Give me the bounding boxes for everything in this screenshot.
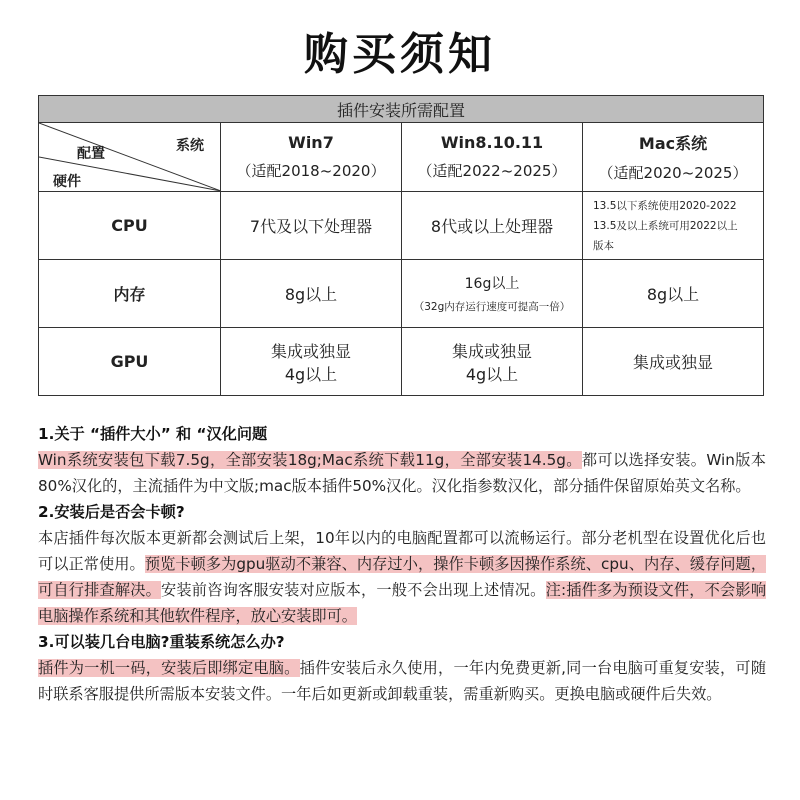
- highlight-text: 预览卡顿多为gpu驱动不兼容、内存过小，操作卡顿多因操作系统、cpu、内存、缓存问题，可自行排查解决。: [38, 555, 767, 599]
- cell-cpu-mac: [583, 192, 764, 260]
- os-header-win8: [402, 123, 583, 192]
- gpu-line: 集成或独显: [270, 341, 351, 361]
- cell-gpu-mac: 集成或独显: [583, 328, 764, 396]
- cell-ram-mac: 8g以上: [583, 260, 764, 328]
- faq-question-2: 2.安装后是否会卡顿?: [38, 503, 185, 521]
- highlight-text: 插件为一机一码，安装后即绑定电脑。: [38, 659, 300, 677]
- cell-cpu-win8: 8代或以上处理器: [402, 192, 583, 260]
- os-header-row: [39, 123, 764, 192]
- page-title: 购买须知: [304, 29, 496, 80]
- os-range: （适配2018~2020）: [236, 162, 386, 180]
- corner-system-label: 系统: [176, 138, 204, 154]
- answer-text: 本店插件每次版本更新都会测试后上架，10年以内的电脑配置都可以流畅运行。部分老机型在设置优化后也可以正常使用。: [38, 529, 766, 573]
- highlight-text: 注:插件多为预设文件，不会影响电脑操作系统和其他软件程序，放心安装即可。: [38, 581, 767, 625]
- faq-section: [38, 421, 766, 707]
- ram-main-value: 16g以上: [464, 276, 520, 292]
- mac-cpu-line: 13.5及以上系统可用2022以上: [593, 219, 738, 232]
- faq-question-1: 1.关于 “插件大小” 和 “汉化问题: [38, 425, 268, 443]
- highlight-text: Win系统安装包下载7.5g，全部安装18g;Mac系统下载11g，全部安装14.5g。: [38, 451, 582, 469]
- corner-config-label: 配置: [77, 146, 105, 162]
- gpu-line: 4g以上: [465, 364, 519, 384]
- cell-ram-win8: [402, 260, 583, 328]
- table-caption-row: [39, 96, 764, 123]
- gpu-line: 集成或独显: [451, 341, 532, 361]
- requirements-table: [38, 95, 764, 396]
- gpu-line: 4g以上: [284, 364, 338, 384]
- cell-gpu-win7: [221, 328, 402, 396]
- table-row-gpu: [39, 328, 764, 396]
- os-name: Win8.10.11: [440, 133, 544, 152]
- row-label-cpu: CPU: [39, 192, 221, 260]
- faq-question-3: 3.可以装几台电脑?重装系统怎么办?: [38, 633, 285, 651]
- os-header-win7: [221, 123, 402, 192]
- os-range: （适配2022~2025）: [417, 162, 567, 180]
- answer-text: 安装前咨询客服安装对应版本，一般不会出现上述情况。: [161, 581, 546, 599]
- row-label-gpu: GPU: [39, 328, 221, 396]
- cell-ram-win7: 8g以上: [221, 260, 402, 328]
- os-name: Mac系统: [638, 134, 708, 153]
- table-row-ram: [39, 260, 764, 328]
- cell-cpu-win7: 7代及以下处理器: [221, 192, 402, 260]
- faq-answer-2: [38, 525, 766, 629]
- os-header-mac: [583, 123, 764, 192]
- os-range: （适配2020~2025）: [598, 164, 748, 182]
- os-name: Win7: [288, 133, 334, 152]
- answer-text: 插件安装后永久使用，一年内免费更新,同一台电脑可重复安装，可随时联系客服提供所需版本安装文件。一年后如更新或卸载重装，需重新购买。更换电脑或硬件后失效。: [38, 659, 767, 703]
- answer-text: 都可以选择安装。Win版本80%汉化的，主流插件为中文版;mac版本插件50%汉化。汉化指参数汉化，部分插件保留原始英文名称。: [38, 451, 766, 495]
- ram-note: （32g内存运行速度可提高一倍）: [413, 301, 571, 313]
- table-caption: 插件安装所需配置: [39, 96, 764, 123]
- table-row-cpu: [39, 192, 764, 260]
- corner-header-cell: [39, 123, 221, 192]
- mac-cpu-line: 13.5以下系统使用2020-2022: [593, 199, 737, 212]
- corner-hardware-label: 硬件: [53, 174, 81, 190]
- faq-answer-1: [38, 447, 766, 499]
- row-label-ram: 内存: [39, 260, 221, 328]
- faq-answer-3: [38, 655, 766, 707]
- cell-gpu-win8: [402, 328, 583, 396]
- mac-cpu-line: 版本: [593, 239, 614, 252]
